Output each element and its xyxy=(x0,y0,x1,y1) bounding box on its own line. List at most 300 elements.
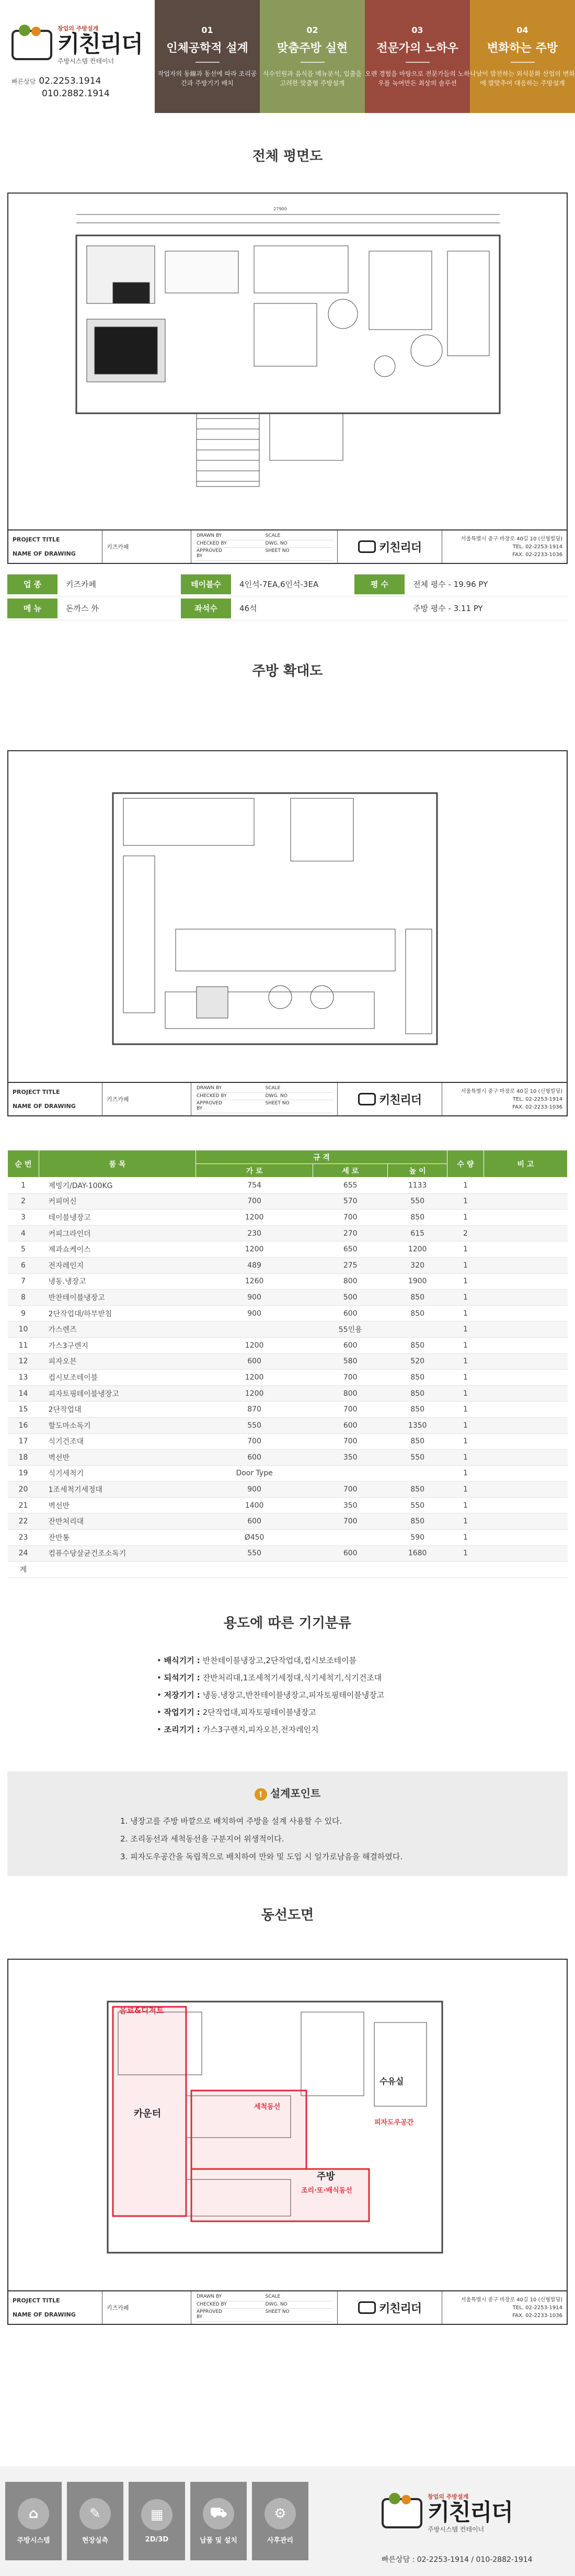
col-no: 순 번 xyxy=(8,1150,39,1178)
cell-depth: 700 xyxy=(313,1433,388,1450)
cell-depth: 350 xyxy=(313,1450,388,1466)
cell-height: 850 xyxy=(388,1337,447,1353)
table-row xyxy=(8,1562,568,1578)
cell-width: 900 xyxy=(196,1305,313,1321)
header xyxy=(0,0,575,113)
cell-height: 520 xyxy=(388,1353,447,1370)
cell-depth: 580 xyxy=(313,1353,388,1370)
tb-sheet-no: SHEET NO xyxy=(264,548,299,561)
cell-name: 벽선반 xyxy=(39,1450,196,1466)
tb-dwg-no: DWG. NO xyxy=(264,2301,299,2309)
service-site-measure[interactable] xyxy=(67,2482,123,2560)
cell-width: 600 xyxy=(196,1353,313,1370)
col-width: 가 로 xyxy=(196,1164,313,1178)
cell-name: 냉동.냉장고 xyxy=(39,1273,196,1290)
tb-drawn-by: DRAWN BY xyxy=(196,2293,230,2301)
cell-height: 850 xyxy=(388,1210,447,1226)
logo-name: 키친리더 xyxy=(58,31,143,58)
cell-qty: 2 xyxy=(447,1225,484,1241)
service-aftercare[interactable] xyxy=(252,2482,308,2560)
tb-project-name: 키즈카페 xyxy=(107,1096,129,1103)
cell-note xyxy=(484,1497,568,1513)
cell-note xyxy=(484,1225,568,1241)
cell-name: 커피머신 xyxy=(39,1193,196,1210)
cell-width: 754 xyxy=(196,1178,313,1194)
footer-logo[interactable] xyxy=(382,2492,512,2534)
table-row xyxy=(8,1337,568,1353)
cell-name: 가스렌즈 xyxy=(39,1321,196,1338)
tb-logo: 키친리더 xyxy=(378,541,421,555)
cell-width: 1200 xyxy=(196,1385,313,1402)
cell-width: 900 xyxy=(196,1290,313,1306)
cell-height xyxy=(388,1562,447,1578)
cell-no: 5 xyxy=(8,1241,39,1258)
tb-drawing-name-label: NAME OF DRAWING xyxy=(13,550,76,557)
cell-depth: 275 xyxy=(313,1257,388,1273)
cell-qty: 1 xyxy=(447,1545,484,1562)
cell-name: 반찬테이블냉장고 xyxy=(39,1290,196,1306)
service-label: 납품 및 설치 xyxy=(200,2536,237,2545)
cell-height: 850 xyxy=(388,1385,447,1402)
cell-name: 식기건조대 xyxy=(39,1433,196,1450)
tb-drawing-name-label: NAME OF DRAWING xyxy=(13,1103,76,1110)
cell-no: 12 xyxy=(8,1353,39,1370)
tb-checked-by: CHECKED BY xyxy=(196,2301,230,2309)
tb-scale: SCALE xyxy=(264,533,299,540)
logo-box xyxy=(0,0,155,113)
cell-no: 13 xyxy=(8,1370,39,1386)
cell-no: 11 xyxy=(8,1337,39,1353)
tb-logo-icon xyxy=(358,1093,376,1105)
label-business: 업 종 xyxy=(7,574,58,594)
cell-width: 1200 xyxy=(196,1337,313,1353)
table-row xyxy=(8,1530,568,1546)
cell-name: 1조세척기세정대 xyxy=(39,1482,196,1498)
cell-qty: 1 xyxy=(447,1402,484,1418)
usage-text: 가스3구렌지,피자오븐,전자레인지 xyxy=(202,1725,319,1734)
step-banner xyxy=(155,0,575,113)
tb-dwg-no: DWG. NO xyxy=(264,540,299,548)
section-title-kitchen-plan: 주방 확대도 xyxy=(252,663,323,679)
usage-item: • 배식기기 : 반찬테이블냉장고,2단작업대,컵시보조테이블 xyxy=(157,1656,356,1665)
cell-no: 18 xyxy=(8,1450,39,1466)
table-row xyxy=(8,1402,568,1418)
table-row xyxy=(8,1273,568,1290)
logo-mark-icon xyxy=(12,30,52,60)
cell-depth: 700 xyxy=(313,1402,388,1418)
table-row xyxy=(8,1482,568,1498)
cell-name: 커피그라인더 xyxy=(39,1225,196,1241)
cell-depth: 55인용 xyxy=(313,1321,388,1338)
cell-no: 14 xyxy=(8,1385,39,1402)
cell-depth: 650 xyxy=(313,1241,388,1258)
cell-no: 8 xyxy=(8,1290,39,1306)
cell-height: 850 xyxy=(388,1305,447,1321)
cell-qty: 1 xyxy=(447,1305,484,1321)
cell-no: 7 xyxy=(8,1273,39,1290)
point-item: 2. 조리동선과 세척동선을 구분지어 위생적이다. xyxy=(120,1834,284,1844)
tb-tel: TEL. 02-2253-1914 xyxy=(512,1096,562,1102)
service-icons xyxy=(5,2482,308,2560)
service-delivery[interactable] xyxy=(190,2482,247,2560)
tb-fax: FAX. 02-2233-1036 xyxy=(512,551,562,558)
cell-depth xyxy=(313,1562,388,1578)
cell-no: 10 xyxy=(8,1321,39,1338)
tb-project-title-label: PROJECT TITLE xyxy=(13,536,60,543)
cell-note xyxy=(484,1337,568,1353)
tb-checked-by: CHECKED BY xyxy=(196,1093,230,1101)
usage-label: 되석기기 : xyxy=(164,1673,200,1682)
step-title: 인체공학적 설계 xyxy=(166,42,248,55)
table-row xyxy=(8,1210,568,1226)
phone-2[interactable]: 010.2882.1914 xyxy=(42,88,110,99)
section-title-full-plan: 전체 평면도 xyxy=(252,149,323,164)
tb-project-name: 키즈카페 xyxy=(107,2304,129,2311)
table-row xyxy=(8,1465,568,1482)
tb-dwg-no: DWG. NO xyxy=(264,1093,299,1101)
usage-label: 저장기기 : xyxy=(164,1690,200,1700)
flow-plan-svg xyxy=(8,1960,567,2289)
cell-depth xyxy=(313,1465,388,1482)
cell-no: 21 xyxy=(8,1497,39,1513)
value-seats: 46석 xyxy=(239,604,257,613)
step-1 xyxy=(155,0,260,113)
usage-label: 배식기기 : xyxy=(164,1656,200,1665)
usage-item: • 되석기기 : 잔반처리대,1조세척기세정대,식기세척기,식기건조대 xyxy=(157,1673,382,1682)
step-desc: 작업자의 동線과 동선에 따라 조리공간과 주방기기 배치 xyxy=(157,70,257,87)
cell-note xyxy=(484,1545,568,1562)
cell-name: 컴퓨수당살균건조소독기 xyxy=(39,1545,196,1562)
cell-qty: 1 xyxy=(447,1193,484,1210)
table-row xyxy=(8,1513,568,1530)
cell-qty: 1 xyxy=(447,1433,484,1450)
floor-plan-svg xyxy=(8,194,567,528)
cell-note xyxy=(484,1290,568,1306)
kitchen-plan-drawing xyxy=(7,750,568,1116)
cell-no: 9 xyxy=(8,1305,39,1321)
usage-list xyxy=(157,1652,450,1738)
cell-height: 850 xyxy=(388,1402,447,1418)
step-number: 04 xyxy=(516,25,528,35)
value-menu: 돈까스 外 xyxy=(66,604,99,613)
service-label: 사후관리 xyxy=(267,2536,294,2545)
phone-1[interactable]: 02.2253.1914 xyxy=(39,76,101,86)
step-title: 변화하는 주방 xyxy=(487,42,558,55)
cell-width: 1260 xyxy=(196,1273,313,1290)
step-3 xyxy=(365,0,470,113)
tb-fax: FAX. 02-2233-1036 xyxy=(512,1104,562,1110)
label-tables: 테이블수 xyxy=(181,574,231,594)
cell-height: 320 xyxy=(388,1257,447,1273)
tb-fax: FAX. 02-2233-1036 xyxy=(512,2312,562,2319)
usage-text: 냉동.냉장고,반찬테이블냉장고,피자토핑테이블냉장고 xyxy=(202,1690,385,1700)
cell-note xyxy=(484,1385,568,1402)
cell-qty: 1 xyxy=(447,1178,484,1194)
service-label: 주방시스템 xyxy=(17,2536,50,2545)
cell-qty: 1 xyxy=(447,1290,484,1306)
cell-no: 20 xyxy=(8,1482,39,1498)
cell-note xyxy=(484,1465,568,1482)
cell-note xyxy=(484,1178,568,1194)
section-title-flow: 동선도면 xyxy=(261,1907,314,1923)
tb-project-title-label: PROJECT TITLE xyxy=(13,1089,60,1095)
cell-width: 700 xyxy=(196,1193,313,1210)
cell-no: 1 xyxy=(8,1178,39,1194)
tb-approved-by: APPROVED BY xyxy=(196,548,230,561)
kitchen-icon: ⌂ xyxy=(18,2498,49,2529)
cell-depth: 500 xyxy=(313,1290,388,1306)
project-info xyxy=(7,572,568,620)
usage-item: • 저장기기 : 냉동.냉장고,반찬테이블냉장고,피자토핑테이블냉장고 xyxy=(157,1690,385,1700)
table-row xyxy=(8,1305,568,1321)
service-label: 현장실측 xyxy=(82,2536,109,2545)
cell-height: 590 xyxy=(388,1530,447,1546)
cell-note xyxy=(484,1433,568,1450)
cell-note xyxy=(484,1370,568,1386)
step-number: 01 xyxy=(201,25,213,35)
equipment-table xyxy=(7,1150,568,1578)
title-block xyxy=(8,529,567,563)
table-row xyxy=(8,1545,568,1562)
cell-height: 850 xyxy=(388,1513,447,1530)
cell-depth: 270 xyxy=(313,1225,388,1241)
cell-width: 489 xyxy=(196,1257,313,1273)
cell-name: 가스3구렌지 xyxy=(39,1337,196,1353)
cell-note xyxy=(484,1241,568,1258)
table-row xyxy=(8,1178,568,1194)
tb-drawn-by: DRAWN BY xyxy=(196,533,230,540)
cell-width: 1200 xyxy=(196,1210,313,1226)
cell-width: 700 xyxy=(196,1433,313,1450)
cell-height: 1900 xyxy=(388,1273,447,1290)
cell-name: 테이블냉장고 xyxy=(39,1210,196,1226)
step-desc: 나날이 발전하는 외식문화 산업의 변화에 발맞추어 대응하는 주방설계 xyxy=(470,70,575,87)
cell-width: 550 xyxy=(196,1545,313,1562)
cell-no: 4 xyxy=(8,1225,39,1241)
logo-mark-icon xyxy=(382,2498,422,2528)
blueprint-icon: ▦ xyxy=(141,2499,172,2530)
table-row xyxy=(8,1225,568,1241)
cell-qty: 1 xyxy=(447,1417,484,1433)
cell-name: 벽선반 xyxy=(39,1497,196,1513)
cell-height: 850 xyxy=(388,1370,447,1386)
table-row xyxy=(8,1193,568,1210)
step-number: 03 xyxy=(411,25,423,35)
cell-height: 550 xyxy=(388,1497,447,1513)
cell-qty xyxy=(447,1562,484,1578)
table-row xyxy=(8,1450,568,1466)
service-kitchen-system[interactable] xyxy=(5,2482,62,2560)
cell-qty: 1 xyxy=(447,1513,484,1530)
cell-depth: 570 xyxy=(313,1193,388,1210)
ruler-icon: ✎ xyxy=(79,2498,111,2529)
cell-name: 잔반처리대 xyxy=(39,1513,196,1530)
title-block-2 xyxy=(8,1082,567,1115)
cell-no: 22 xyxy=(8,1513,39,1530)
tb-address: 서울특별시 중구 마장로 40길 10 (신형빌딩) xyxy=(461,1088,562,1094)
cell-name: 제과쇼케이스 xyxy=(39,1241,196,1258)
wrench-icon: ⚙ xyxy=(264,2498,296,2529)
cell-no: 23 xyxy=(8,1530,39,1546)
cell-depth: 655 xyxy=(313,1178,388,1194)
cell-no: 17 xyxy=(8,1433,39,1450)
service-2d3d[interactable] xyxy=(129,2482,185,2560)
tb-address: 서울특별시 중구 마장로 40길 10 (신형빌딩) xyxy=(461,536,562,542)
tb-sheet-no: SHEET NO xyxy=(264,1100,299,1113)
cell-note xyxy=(484,1193,568,1210)
cell-no: 16 xyxy=(8,1417,39,1433)
cell-width: 1200 xyxy=(196,1370,313,1386)
logo-tagline: 창업의 주방설계 xyxy=(58,25,99,32)
cell-no: 15 xyxy=(8,1402,39,1418)
cell-width: Ø450 xyxy=(196,1530,313,1546)
cell-note xyxy=(484,1417,568,1433)
cell-depth: 700 xyxy=(313,1210,388,1226)
cell-width: 600 xyxy=(196,1513,313,1530)
cell-note xyxy=(484,1305,568,1321)
cell-qty: 1 xyxy=(447,1530,484,1546)
svg-text:27900: 27900 xyxy=(273,207,287,211)
cell-name: 2단작업대 xyxy=(39,1402,196,1418)
flow-label-wash: 세척동선 xyxy=(254,2103,281,2111)
cell-qty: 1 xyxy=(447,1465,484,1482)
table-row xyxy=(8,1417,568,1433)
cell-qty: 1 xyxy=(447,1337,484,1353)
step-desc: 식수인원과 음식을 메뉴분석, 입출을 고려한 맞춤형 주방설계 xyxy=(262,70,362,87)
section-title-usage: 용도에 따른 기기분류 xyxy=(223,1615,352,1631)
cell-width: 1400 xyxy=(196,1497,313,1513)
full-plan-drawing xyxy=(7,193,568,564)
table-row xyxy=(8,1370,568,1386)
cell-depth: 350 xyxy=(313,1497,388,1513)
col-size: 규 격 xyxy=(196,1150,447,1164)
cell-note xyxy=(484,1513,568,1530)
value-business: 키즈카페 xyxy=(66,580,96,589)
tb-tel: TEL. 02-2253-1914 xyxy=(512,2304,562,2311)
usage-text: 잔반처리대,1조세척기세정대,식기세척기,식기건조대 xyxy=(202,1673,382,1682)
col-note: 비 고 xyxy=(484,1150,568,1178)
usage-label: 조리기기 : xyxy=(164,1725,200,1734)
point-item: 3. 피자도우공간을 독립적으로 배치하여 만와 및 도입 시 일가로남음을 해결하였다. xyxy=(120,1852,403,1861)
cell-note xyxy=(484,1450,568,1466)
step-title: 전문가의 노하우 xyxy=(376,42,458,55)
point-title: 설계포인트 xyxy=(270,1787,321,1800)
cell-width: Door Type xyxy=(196,1465,313,1482)
cell-depth: 700 xyxy=(313,1482,388,1498)
usage-item: • 작업기기 : 2단작업대,피자토핑테이블냉장고 xyxy=(157,1708,316,1717)
table-row xyxy=(8,1257,568,1273)
logo-subtitle: 주방시스템 컨테이너 xyxy=(58,58,114,65)
cell-depth: 600 xyxy=(313,1417,388,1433)
step-2 xyxy=(260,0,365,113)
step-desc: 오랜 경험을 바탕으로 전문가들의 노하우를 녹여만든 최상의 솔루션 xyxy=(365,70,470,87)
cell-no: 2 xyxy=(8,1193,39,1210)
table-row xyxy=(8,1241,568,1258)
cell-name: 피자오븐 xyxy=(39,1353,196,1370)
cell-note xyxy=(484,1402,568,1418)
tb-scale: SCALE xyxy=(264,2293,299,2301)
tb-drawn-by: DRAWN BY xyxy=(196,1085,230,1093)
usage-text: 2단작업대,피자토핑테이블냉장고 xyxy=(202,1708,316,1717)
tb-approved-by: APPROVED BY xyxy=(196,2309,230,2322)
cell-depth xyxy=(313,1530,388,1546)
table-row xyxy=(8,1385,568,1402)
flow-label-counter: 카운터 xyxy=(134,2108,162,2119)
flow-label-washroom: 수유실 xyxy=(380,2076,404,2086)
tb-tel: TEL. 02-2253-1914 xyxy=(512,544,562,550)
label-area: 평 수 xyxy=(354,574,405,594)
cell-width xyxy=(196,1321,313,1338)
tb-approved-by: APPROVED BY xyxy=(196,1100,230,1113)
title-block-3 xyxy=(8,2290,567,2324)
step-number: 02 xyxy=(306,25,318,35)
cell-height: 1350 xyxy=(388,1417,447,1433)
kitchen-plan-svg xyxy=(8,751,567,1081)
cell-depth: 700 xyxy=(313,1370,388,1386)
cell-qty: 1 xyxy=(447,1370,484,1386)
cell-width: 900 xyxy=(196,1482,313,1498)
cell-height xyxy=(388,1321,447,1338)
table-row xyxy=(8,1290,568,1306)
value-kitchen-area: 주방 평수 - 3.11 PY xyxy=(413,604,483,613)
flow-label-kitchen: 주방 xyxy=(317,2171,335,2182)
label-menu: 메 뉴 xyxy=(7,598,58,618)
cell-depth: 600 xyxy=(313,1337,388,1353)
cell-name: 2단작업대/하부받침 xyxy=(39,1305,196,1321)
tb-drawing-name-label: NAME OF DRAWING xyxy=(13,2311,76,2318)
cell-note xyxy=(484,1482,568,1498)
phone-block xyxy=(12,76,155,99)
tb-checked-by: CHECKED BY xyxy=(196,540,230,548)
cell-name: 식기세척기 xyxy=(39,1465,196,1482)
cell-note xyxy=(484,1353,568,1370)
cell-height xyxy=(388,1465,447,1482)
cell-depth: 800 xyxy=(313,1273,388,1290)
logo-subtitle: 주방시스템 컨테이너 xyxy=(428,2526,485,2533)
cell-no: 19 xyxy=(8,1465,39,1482)
cell-name: 제빙기/DAY-100KG xyxy=(39,1178,196,1194)
cell-width: 600 xyxy=(196,1450,313,1466)
cell-note xyxy=(484,1273,568,1290)
cell-width: 230 xyxy=(196,1225,313,1241)
col-name: 품 목 xyxy=(39,1150,196,1178)
service-label: 2D/3D xyxy=(145,2535,169,2544)
logo-tagline: 창업의 주방설계 xyxy=(428,2493,469,2500)
cell-width: 1200 xyxy=(196,1241,313,1258)
truck-icon: ⛟ xyxy=(203,2498,234,2529)
cell-no: 3 xyxy=(8,1210,39,1226)
cell-note xyxy=(484,1210,568,1226)
tb-logo: 키친리더 xyxy=(378,2302,421,2315)
cell-height: 850 xyxy=(388,1290,447,1306)
cell-name xyxy=(39,1562,196,1578)
design-points xyxy=(7,1771,568,1876)
logo[interactable] xyxy=(12,24,155,65)
cell-name: 할도마소독기 xyxy=(39,1417,196,1433)
tb-scale: SCALE xyxy=(264,1085,299,1093)
tb-logo-icon xyxy=(358,540,376,553)
cell-name: 전자레인지 xyxy=(39,1257,196,1273)
table-row xyxy=(8,1353,568,1370)
step-title: 맞춤주방 실현 xyxy=(277,42,348,55)
flow-label-sink: 피자도우공간 xyxy=(374,2119,414,2127)
label-seats: 좌석수 xyxy=(181,598,231,618)
col-depth: 세 로 xyxy=(313,1164,388,1178)
logo-name: 키친리더 xyxy=(428,2499,513,2526)
cell-depth: 600 xyxy=(313,1305,388,1321)
cell-height: 615 xyxy=(388,1225,447,1241)
cell-note xyxy=(484,1257,568,1273)
